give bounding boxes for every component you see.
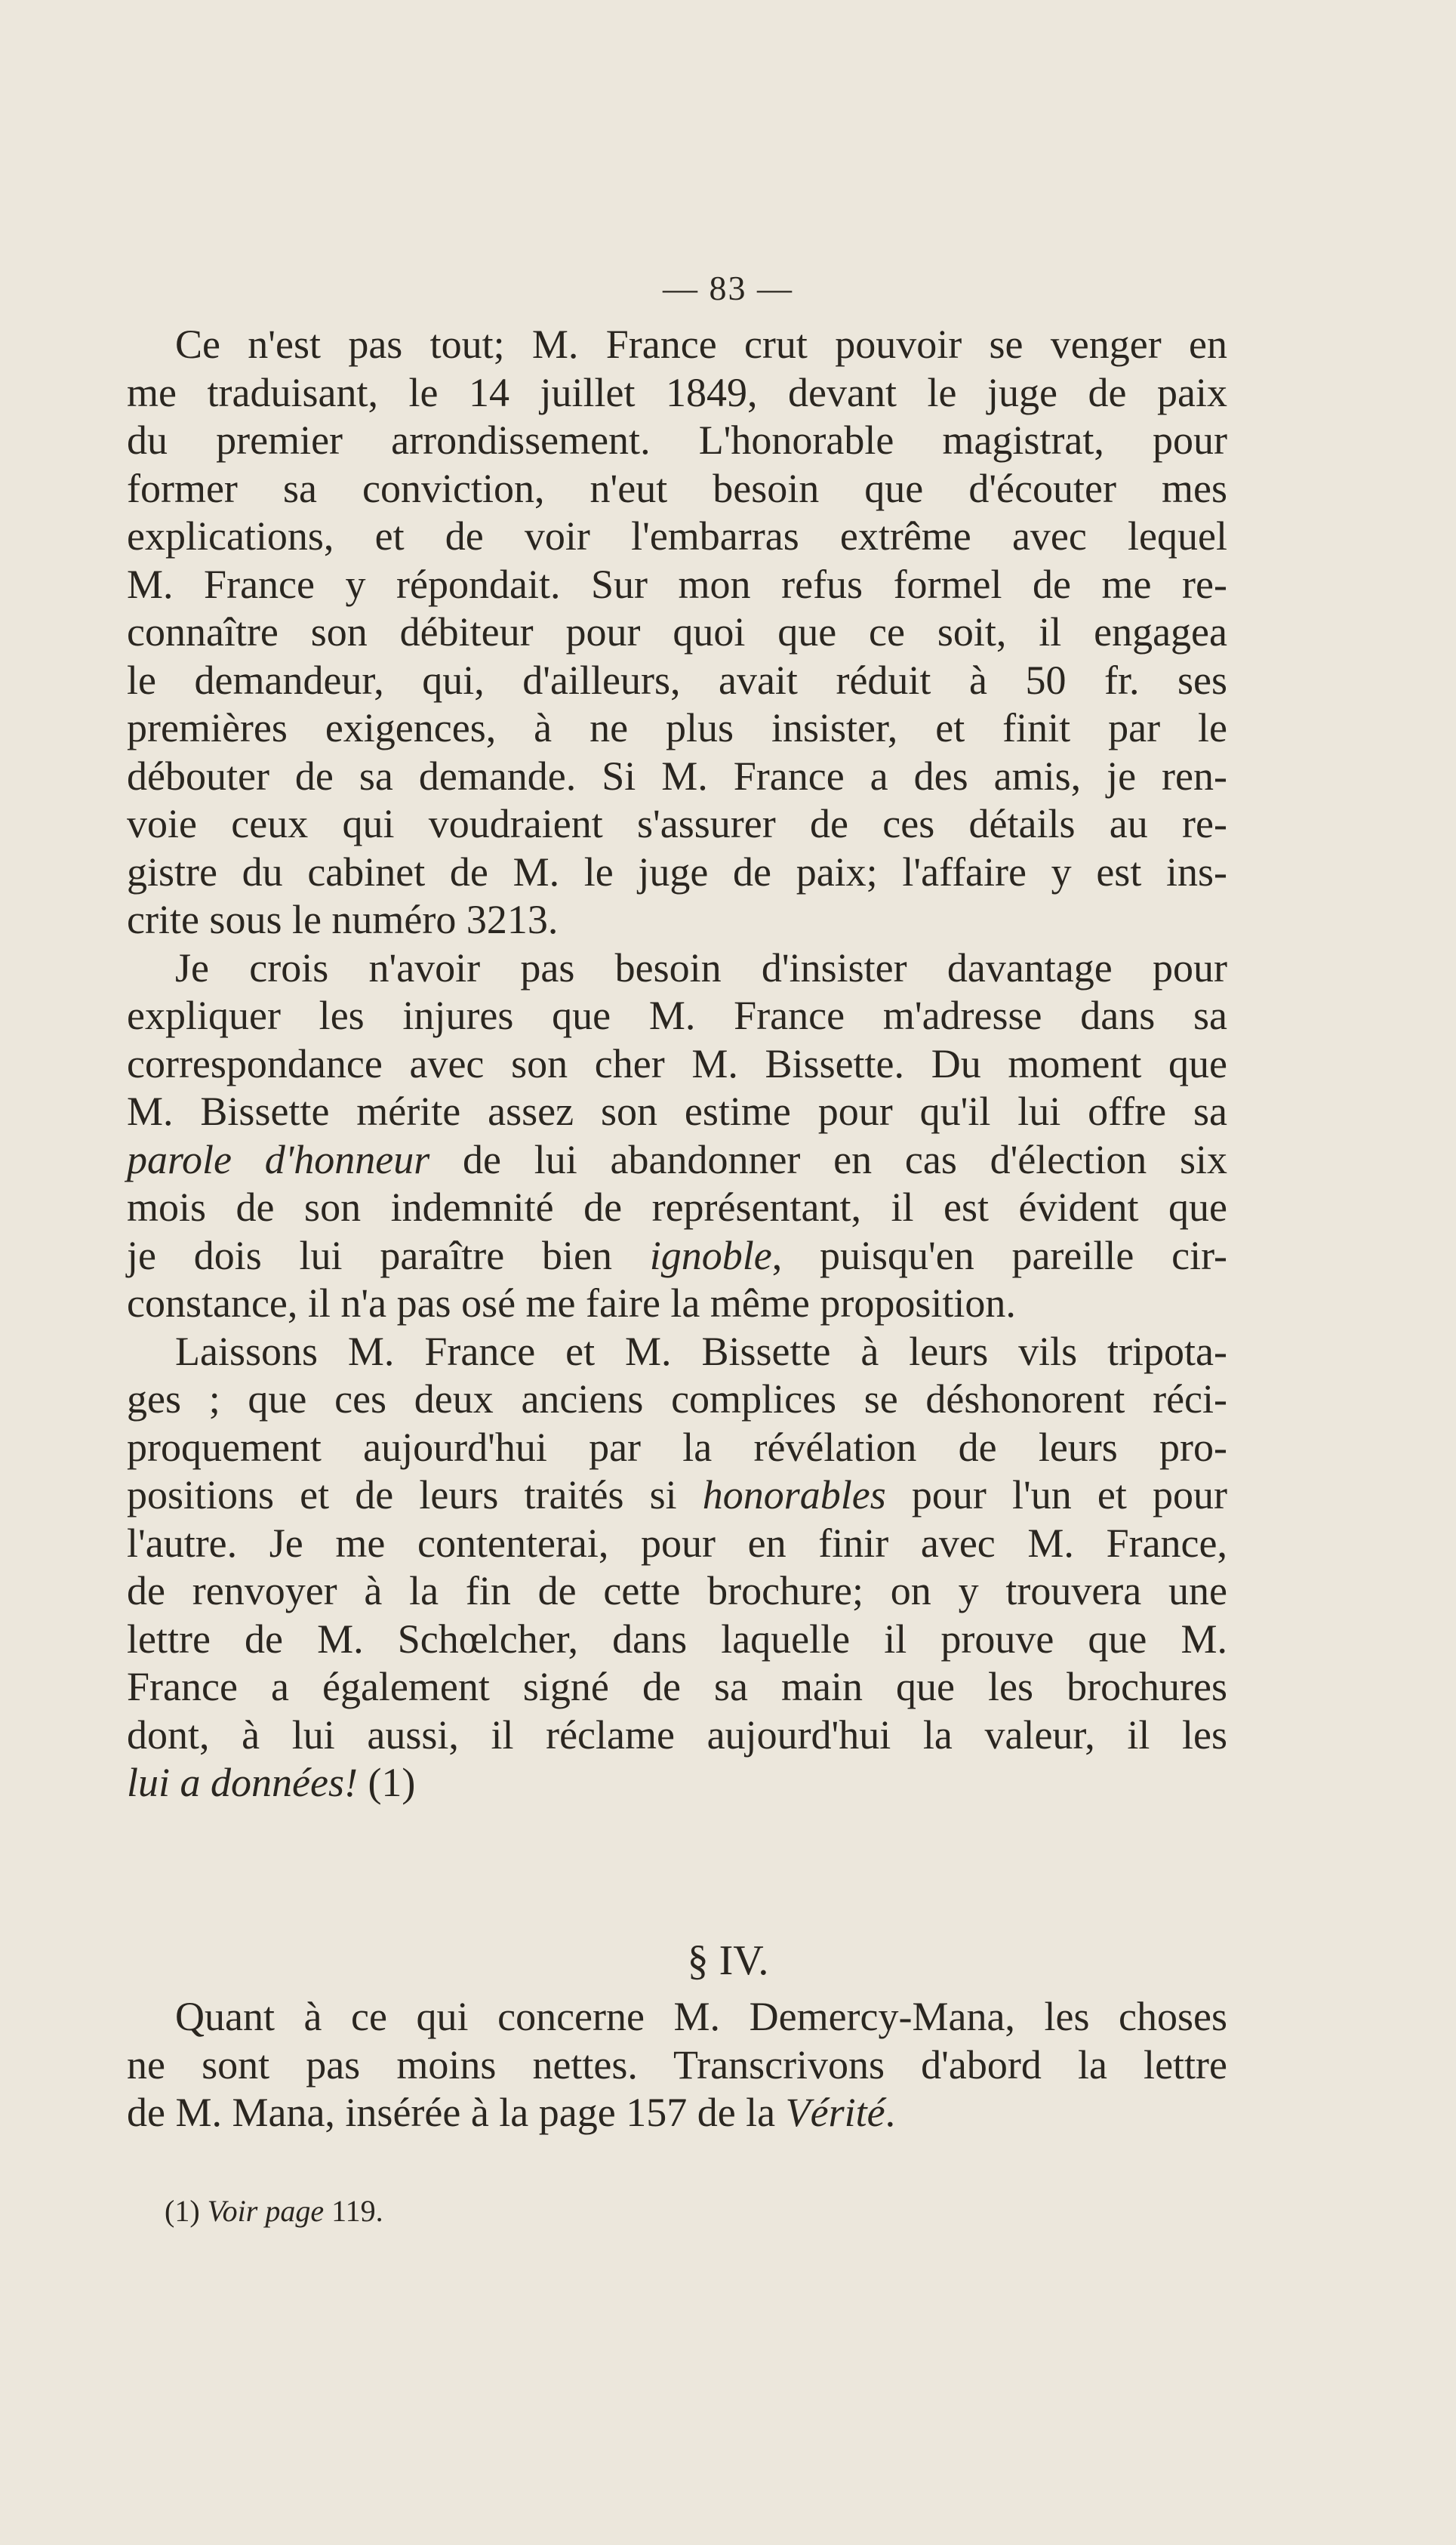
italic-phrase: ignoble xyxy=(649,1232,772,1278)
italic-phrase: honorables xyxy=(702,1472,886,1517)
text-line: crite sous le numéro 3213. xyxy=(127,897,559,942)
text-line: constance, il n'a pas osé me faire la même proposition. xyxy=(127,1280,1016,1326)
line-text-before: positions et de leurs traités si xyxy=(127,1472,703,1517)
text-line xyxy=(127,1136,1227,1185)
text-line: M. France y répondait. Sur mon refus formel de me re- xyxy=(127,561,1227,607)
body-text xyxy=(127,321,1227,1807)
text-line: l'autre. Je me contenterai, pour en finir avec M. France, xyxy=(127,1520,1227,1566)
text-line xyxy=(127,1232,1227,1280)
body-text-after-heading xyxy=(127,1993,1227,2137)
text-line: de renvoyer à la fin de cette brochure; on y trouvera une xyxy=(127,1568,1227,1613)
text-line: du premier arrondissement. L'honorable magistrat, pour xyxy=(127,417,1227,463)
footnote-marker: (1) xyxy=(165,2194,208,2228)
paragraph xyxy=(127,1328,1227,1807)
italic-phrase: parole d'honneur xyxy=(127,1136,430,1182)
text-line: expliquer les injures que M. France m'adresse dans sa xyxy=(127,993,1227,1038)
line-text-after: . xyxy=(885,2090,896,2135)
italic-phrase: lui a données! xyxy=(127,1760,358,1805)
text-line: lettre de M. Schœlcher, dans laquelle il prouve que M. xyxy=(127,1616,1227,1662)
text-line: mois de son indemnité de représentant, il est évident que xyxy=(127,1185,1227,1230)
paragraph xyxy=(127,944,1227,1328)
text-line: France a également signé de sa main que les brochures xyxy=(127,1664,1227,1709)
text-line: proquement aujourd'hui par la révélation de leurs pro- xyxy=(127,1424,1227,1470)
text-line xyxy=(127,2089,1227,2137)
text-line: premières exigences, à ne plus insister, et finit par le xyxy=(127,705,1227,750)
line-text-before: je dois lui paraître bien xyxy=(127,1232,650,1278)
line-text-after: , puisqu'en pareille cir- xyxy=(771,1232,1227,1278)
text-line: voie ceux qui voudraient s'assurer de ces détails au re- xyxy=(127,801,1227,846)
paragraph xyxy=(127,321,1227,944)
text-line: former sa conviction, n'eut besoin que d'écouter mes xyxy=(127,465,1227,511)
text-line: le demandeur, qui, d'ailleurs, avait réduit à 50 fr. ses xyxy=(127,657,1227,703)
text-line: gistre du cabinet de M. le juge de paix; l'affaire y est ins- xyxy=(127,849,1227,895)
line-text-before: de M. Mana, insérée à la page 157 de la xyxy=(127,2090,786,2135)
text-line: M. Bissette mérite assez son estime pour qu'il lui offre sa xyxy=(127,1089,1227,1134)
line-text-after: pour l'un et pour xyxy=(885,1472,1228,1517)
line-text-after: de lui abandonner en cas d'élection six xyxy=(429,1136,1228,1182)
line-text-after: (1) xyxy=(357,1760,416,1805)
footnote-ref-italic: Voir page xyxy=(207,2194,325,2228)
text-line xyxy=(127,1759,1227,1807)
footnote-page: 119. xyxy=(324,2194,383,2228)
text-line xyxy=(127,1471,1227,1520)
text-line: Laissons M. France et M. Bissette à leurs vils tripota- xyxy=(175,1328,1227,1374)
text-line: explications, et de voir l'embarras extrême avec lequel xyxy=(127,513,1227,559)
text-line: Quant à ce qui concerne M. Demercy-Mana, les choses xyxy=(175,1994,1227,2039)
text-line: connaître son débiteur pour quoi que ce soit, il engagea xyxy=(127,609,1227,655)
text-line: Je crois n'avoir pas besoin d'insister davantage pour xyxy=(175,944,1227,991)
text-line: débouter de sa demande. Si M. France a des amis, je ren- xyxy=(127,753,1227,799)
text-line: ges ; que ces deux anciens complices se déshonorent réci- xyxy=(127,1376,1227,1422)
text-line: me traduisant, le 14 juillet 1849, devant le juge de paix xyxy=(127,369,1227,415)
text-line: correspondance avec son cher M. Bissette. Du moment que xyxy=(127,1040,1227,1086)
text-line: dont, à lui aussi, il réclame aujourd'hui la valeur, il les xyxy=(127,1712,1227,1758)
italic-phrase: Vérité xyxy=(785,2090,885,2135)
text-line: ne sont pas moins nettes. Transcrivons d'abord la lettre xyxy=(127,2041,1227,2087)
page-number: — 83 — xyxy=(663,269,793,307)
text-line: Ce n'est pas tout; M. France crut pouvoir se venger en xyxy=(175,322,1227,367)
paragraph xyxy=(127,1993,1227,2137)
footnote xyxy=(165,2193,383,2229)
section-heading: § IV. xyxy=(687,1937,769,1984)
